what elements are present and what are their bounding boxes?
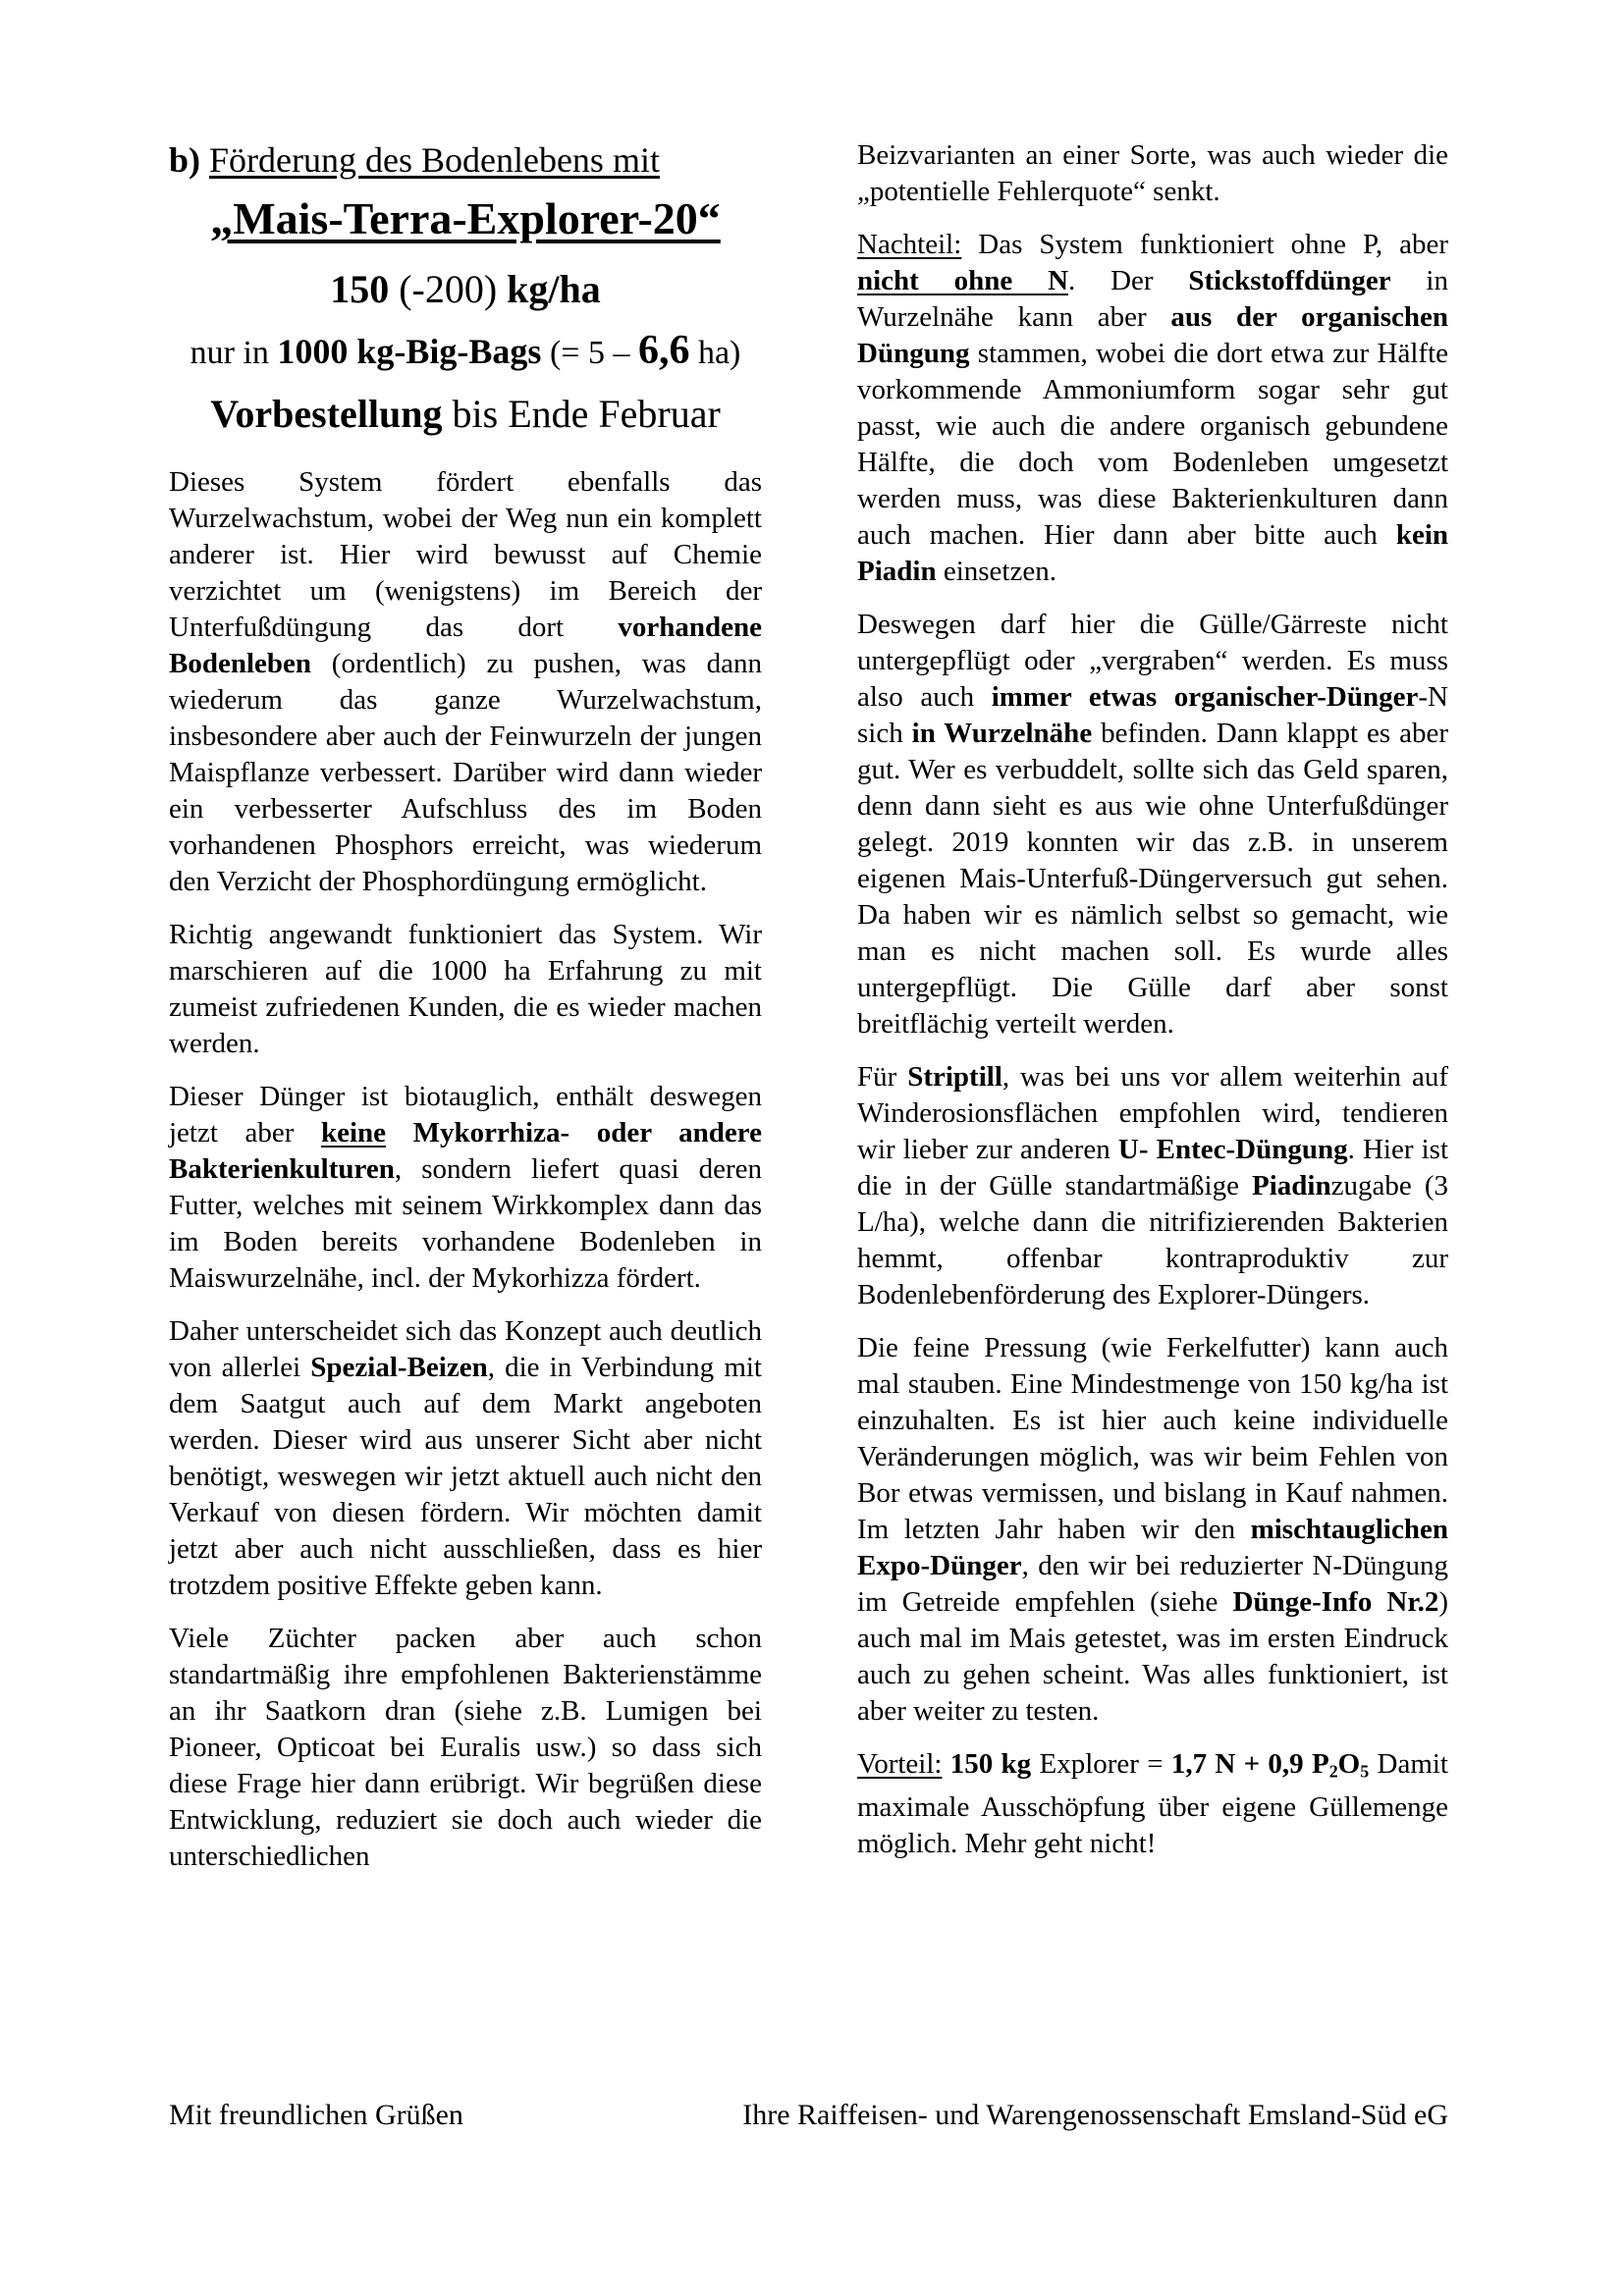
right-column-body (857, 137, 1448, 1862)
text-run: Deswegen darf hier die Gülle/Gärreste nicht untergepflügt oder „vergraben“ werden. Es muss also auch (857, 609, 1448, 713)
text-run: Explorer = (1031, 1748, 1171, 1780)
text-run: Viele Züchter packen aber auch schon standartmäßig ihre empfohlenen Bakterienstämme an ihr Saatkorn dran (siehe z.B. Lumigen bei Pioneer, Opticoat bei Euralis usw.) so dass sich diese Frage hier dann erübrigt. Wir begrüßen diese Entwicklung, reduziert sie doch auch wieder die unterschiedlichen (169, 1623, 762, 1872)
text-run: , sondern liefert quasi deren Futter, welches mit seinem Wirkkomplex dann das im Boden bereits vorhandene Bodenleben in Maiswurzelnähe, incl. der Mykorhizza fördert. (169, 1153, 762, 1294)
text-run: , die in Verbindung mit dem Saatgut auch auf dem Markt angeboten werden. Dieser wird aus unserer Sicht aber nicht benötigt, weswegen wir jetzt aktuell auch nicht den Verkauf von diesen fördern. Wir möchten damit jetzt aber auch nicht ausschließen, dass es hier trotzdem positive Effekte geben kann. (169, 1352, 762, 1601)
text-run: 5 (1360, 1761, 1370, 1782)
text-run: -N sich (857, 681, 1448, 749)
text-run: kg/ha (507, 267, 601, 311)
text-run: (= 5 – (541, 335, 638, 371)
text-run: Dieses System fördert ebenfalls das Wurzelwachstum, wobei der Weg nun ein komplett anderer ist. Hier wird bewusst auf Chemie verzichtet um (wenigstens) im Bereich der Unterfußdüngung das dort (169, 466, 762, 643)
paragraph (169, 1313, 762, 1604)
left-column (169, 137, 762, 1892)
paragraph (857, 607, 1448, 1042)
document-title (169, 190, 762, 247)
text-run (386, 1117, 413, 1148)
text-run: , was bei uns vor allem weiterhin auf Winderosionsflächen empfohlen wird, tendieren wir lieber zur anderen (857, 1061, 1448, 1165)
text-run: , den wir bei reduzierter N-Düngung im Getreide empfehlen (siehe (857, 1550, 1448, 1618)
text-run: Vorbestellung (210, 392, 443, 436)
text-run: Die feine Pressung (wie Ferkelfutter) kann auch mal stauben. Eine Mindestmenge von 150 kg/ha ist einzuhalten. Es ist hier auch keine individuelle Veränderungen möglich, was wir beim Fehlen von Bor etwas vermissen, und bislang in Kauf nahmen. Im letzten Jahr haben wir den (857, 1332, 1448, 1545)
text-run: ) auch mal im Mais getestet, was im ersten Eindruck auch zu gehen scheint. Was alles funktioniert, ist aber weiter zu testen. (857, 1586, 1448, 1727)
text-run: einsetzen. (936, 556, 1056, 587)
text-run: 6,6 (637, 328, 690, 373)
bigbag-line (169, 328, 762, 376)
text-run: Striptill (907, 1061, 1002, 1093)
text-run: 1000 kg-Big-Bags (277, 332, 542, 371)
paragraph (857, 1746, 1448, 1862)
text-run: befinden. Dann klappt es aber gut. Wer es verbuddelt, sollte sich das Geld sparen, denn dann sieht es aus wie ohne Unterfußdünger gelegt. 2019 konnten wir das z.B. in unserem eigenen Mais-Unterfuß-Düngerversuch gut sehen. Da haben wir es nämlich selbst so gemacht, wie man es nicht machen soll. Es wurde alles untergepflügt. Die Gülle darf aber sonst breitflächig verteilt werden. (857, 718, 1448, 1040)
text-run: nicht ohne N (857, 265, 1069, 296)
text-run: . Hier ist die in der Gülle standartmäßige (857, 1134, 1448, 1201)
text-run: keine (321, 1117, 387, 1148)
text-run: 2 (1328, 1761, 1338, 1782)
text-run: stammen, wobei die dort etwa zur Hälfte vorkommende Ammoniumform sogar sehr gut passt, wie auch die andere organisch gebundene Hälfte, die doch vom Bodenleben umgesetzt werden muss, was diese Bakterienkulturen dann auch machen. Hier dann aber bitte auch (857, 338, 1448, 551)
text-run: (ordentlich) zu pushen, was dann wiederum das ganze Wurzelwachstum, insbesondere aber auch der Feinwurzeln der jungen Maispflanze verbessert. Darüber wird dann wieder ein verbesserter Aufschluss des im Boden vorhandenen Phosphors erreicht, was wiederum den Verzicht der Phosphordüngung ermöglicht. (169, 648, 762, 897)
text-run: Stickstoffdünger (1188, 265, 1391, 296)
text-run: . Der (1068, 265, 1189, 296)
footer-signature: Ihre Raiffeisen- und Warengenossenschaft Emsland-Süd eG (742, 2099, 1448, 2131)
text-run: „Mais-Terra-Explorer-20“ (210, 193, 721, 243)
footer-closing: Mit freundlichen Grüßen (169, 2099, 463, 2131)
paragraph (169, 464, 762, 900)
text-run: ha) (689, 335, 741, 371)
text-run: b) (169, 140, 210, 180)
text-run: immer etwas organischer-Dünger (991, 681, 1419, 713)
paragraph (857, 1059, 1448, 1313)
text-run: Daher unterscheidet sich das Konzept auch deutlich von allerlei (169, 1315, 762, 1383)
paragraph (169, 1079, 762, 1297)
text-run: (-200) (389, 267, 508, 311)
text-run: Nachteil: (857, 229, 962, 260)
text-run: U- Entec-Düngung (1117, 1134, 1348, 1165)
text-run: Das System funktioniert ohne P, aber (961, 229, 1448, 260)
paragraph (857, 137, 1448, 210)
text-run: Dieser Dünger ist biotauglich, enthält deswegen jetzt aber (169, 1081, 762, 1148)
text-run: bis Ende Februar (442, 392, 721, 436)
footer (169, 2097, 1448, 2134)
left-column-body (169, 464, 762, 1875)
text-run: Förderung des Bodenlebens mit (209, 140, 660, 180)
text-run: zugabe (3 L/ha), welche dann die nitrifizierenden Bakterien hemmt, offenbar kontraproduktiv zur Bodenlebenförderung des Explorer-Düngers. (857, 1170, 1448, 1310)
text-run: Damit maximale Ausschöpfung über eigene Güllemenge möglich. Mehr geht nicht! (857, 1748, 1448, 1860)
text-run (942, 1748, 949, 1780)
text-run: in Wurzelnähe (911, 718, 1093, 749)
rate-line (169, 265, 762, 314)
text-run: 150 (330, 267, 390, 311)
text-run: Dünge-Info Nr.2 (1232, 1586, 1439, 1618)
text-run: aus der organischen Düngung (857, 301, 1448, 369)
text-run: Beizvarianten an einer Sorte, was auch wieder die „potentielle Fehlerquote“ senkt. (857, 139, 1448, 207)
text-run: Piadin (1252, 1170, 1331, 1201)
paragraph (857, 227, 1448, 590)
right-column (857, 137, 1448, 1879)
text-run: nur in (189, 335, 278, 371)
text-run: Richtig angewandt funktioniert das System. Wir marschieren auf die 1000 ha Erfahrung zu mit zumeist zufriedenen Kunden, die es wieder machen werden. (169, 919, 762, 1059)
text-run: Mykorrhiza- oder andere Bakterienkulturen (169, 1117, 762, 1185)
text-run: mischtauglichen Expo-Dünger (857, 1514, 1448, 1581)
text-run: 1,7 N + 0,9 P (1170, 1748, 1329, 1780)
text-run: Spezial-Beizen (310, 1352, 488, 1383)
paragraph (169, 1621, 762, 1875)
text-run: Für (857, 1061, 908, 1093)
text-run: 150 kg (949, 1748, 1032, 1780)
text-run: O (1337, 1748, 1361, 1780)
text-run: kein Piadin (857, 519, 1448, 587)
text-run: vorhandene Bodenleben (169, 612, 762, 679)
text-run: Vorteil: (857, 1748, 943, 1780)
text-run: in Wurzelnähe kann aber (857, 265, 1448, 333)
paragraph (169, 917, 762, 1062)
paragraph (857, 1330, 1448, 1730)
preorder-line (169, 390, 762, 439)
header-line-1 (169, 137, 762, 183)
